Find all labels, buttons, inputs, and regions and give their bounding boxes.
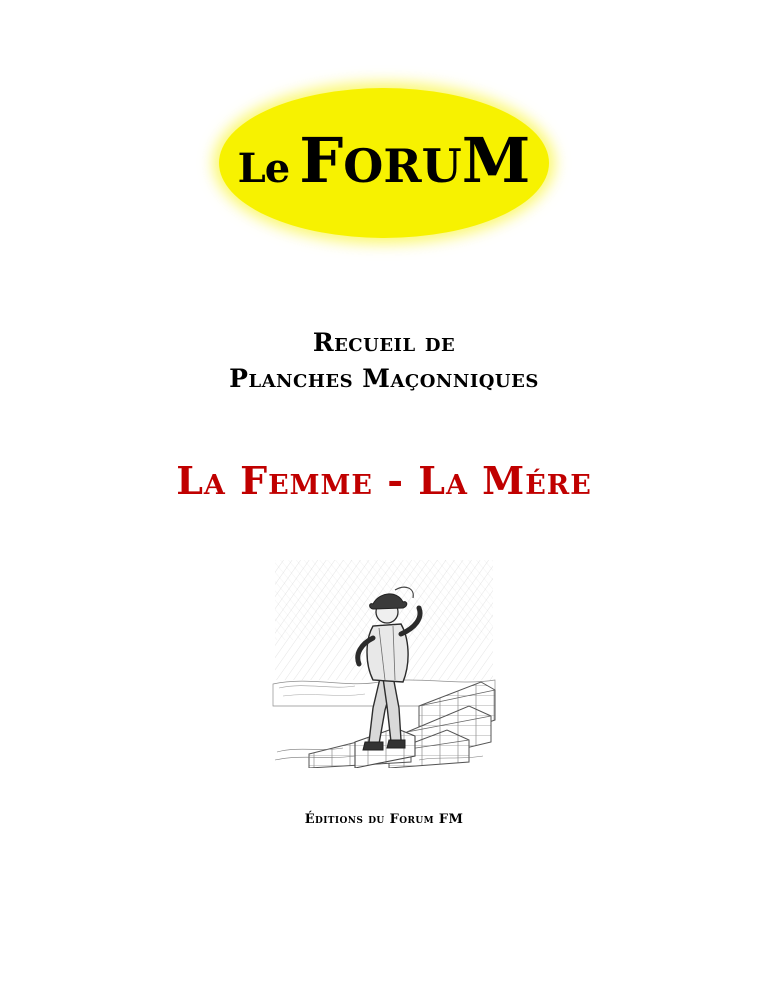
masonic-engraving — [269, 556, 499, 768]
logo-letters-orum: ORU — [343, 139, 462, 193]
subtitle-line-1: Recueil de — [312, 328, 456, 357]
logo-letter-m: M — [461, 124, 531, 197]
logo-container — [0, 88, 768, 238]
logo-word-le: Le — [237, 145, 290, 192]
logo-text — [237, 124, 531, 197]
page-title: La Femme - La Mére — [176, 458, 592, 503]
subtitle-block — [0, 325, 768, 398]
subtitle-line-2: Planches Maçonniques — [229, 364, 539, 394]
logo-ellipse-background — [219, 88, 549, 238]
logo-letter-f: F — [299, 124, 344, 197]
publisher-footer: Éditions du Forum FM — [304, 812, 464, 827]
